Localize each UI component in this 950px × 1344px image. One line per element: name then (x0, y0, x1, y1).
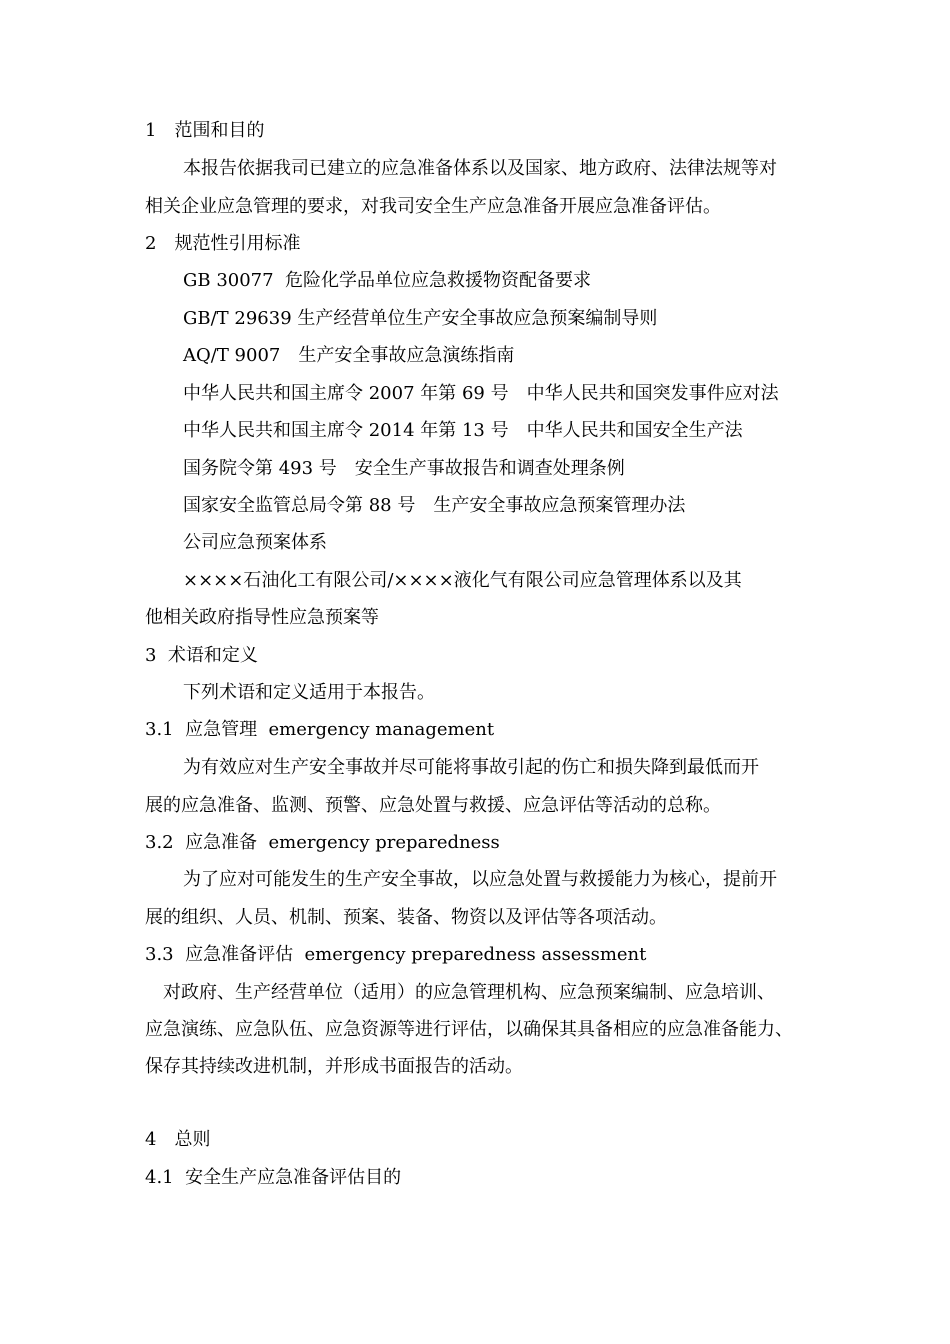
section-3-heading: 3 术语和定义 (145, 645, 258, 666)
reference-item: GB/T 29639 生产经营单位生产安全事故应急预案编制导则 (183, 308, 658, 329)
section-1-heading: 1 范围和目的 (145, 120, 265, 141)
section-2-heading: 2 规范性引用标准 (145, 233, 301, 254)
reference-item: 中华人民共和国主席令 2007 年第 69 号 中华人民共和国突发事件应对法 (183, 383, 779, 404)
paragraph-line: 展的组织、人员、机制、预案、装备、物资以及评估等各项活动。 (145, 907, 667, 928)
paragraph-line: 下列术语和定义适用于本报告。 (183, 682, 435, 703)
reference-item: 中华人民共和国主席令 2014 年第 13 号 中华人民共和国安全生产法 (183, 420, 743, 441)
subsection-4-1-heading: 4.1 安全生产应急准备评估目的 (145, 1167, 402, 1188)
paragraph-line: 本报告依据我司已建立的应急准备体系以及国家、地方政府、法律法规等对 (183, 158, 777, 179)
paragraph-line: 保存其持续改进机制，并形成书面报告的活动。 (145, 1056, 523, 1077)
section-4-heading: 4 总则 (145, 1129, 211, 1150)
subsection-3-3-heading: 3.3 应急准备评估 emergency preparedness assessment (145, 944, 647, 965)
reference-item: AQ/T 9007 生产安全事故应急演练指南 (183, 345, 515, 366)
paragraph-line: 应急演练、应急队伍、应急资源等进行评估，以确保其具备相应的应急准备能力、 (145, 1019, 793, 1040)
reference-item: ××××石油化工有限公司/××××液化气有限公司应急管理体系以及其 (183, 570, 742, 591)
paragraph-line: 相关企业应急管理的要求，对我司安全生产应急准备开展应急准备评估。 (145, 196, 721, 217)
paragraph-line: 为有效应对生产安全事故并尽可能将事故引起的伤亡和损失降到最低而开 (183, 757, 759, 778)
reference-item: 国务院令第 493 号 安全生产事故报告和调查处理条例 (183, 458, 625, 479)
paragraph-line: 对政府、生产经营单位（适用）的应急管理机构、应急预案编制、应急培训、 (163, 982, 775, 1003)
reference-item: GB 30077 危险化学品单位应急救援物资配备要求 (183, 270, 592, 291)
reference-item: 国家安全监管总局令第 88 号 生产安全事故应急预案管理办法 (183, 495, 686, 516)
subsection-3-1-heading: 3.1 应急管理 emergency management (145, 719, 495, 740)
paragraph-line: 为了应对可能发生的生产安全事故，以应急处置与救援能力为核心，提前开 (183, 869, 777, 890)
subsection-3-2-heading: 3.2 应急准备 emergency preparedness (145, 832, 500, 853)
reference-item-continuation: 他相关政府指导性应急预案等 (145, 607, 379, 628)
paragraph-line: 展的应急准备、监测、预警、应急处置与救援、应急评估等活动的总称。 (145, 795, 721, 816)
reference-item: 公司应急预案体系 (183, 532, 327, 553)
